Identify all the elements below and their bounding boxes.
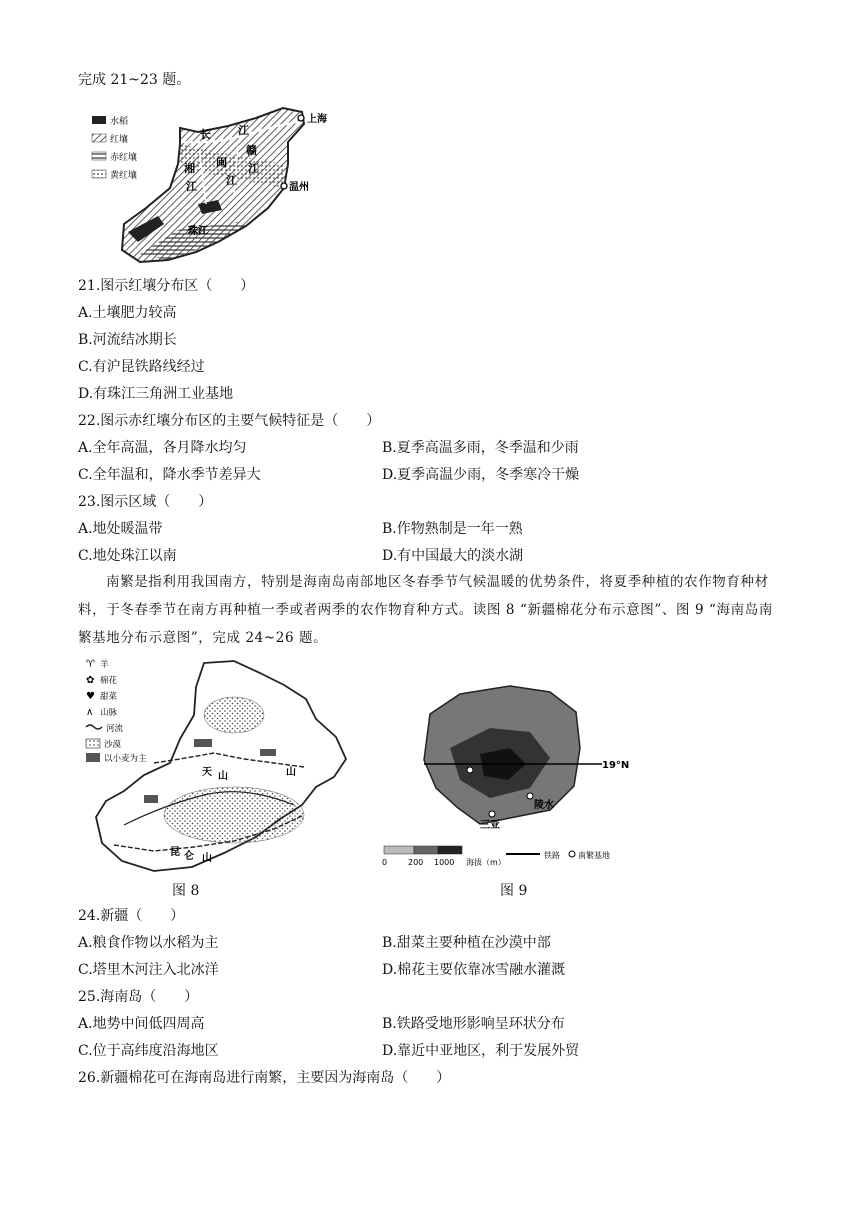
label-shanghai: 上海 [307,114,327,125]
q23-option-a[interactable]: A.地处暖温带 [78,521,163,537]
label-wenzhou: 温州 [289,182,309,193]
q24-option-b[interactable]: B.甜菜主要种植在沙漠中部 [382,935,551,951]
q24-option-d[interactable]: D.棉花主要依靠冰雪融水灌溉 [382,962,566,978]
soil-map [88,104,346,264]
q22-option-b[interactable]: B.夏季高温多雨，冬季温和少雨 [382,440,579,456]
legend-red-soil: 红壤 [110,135,129,145]
legend-mountain: 山脉 [100,708,118,718]
xinjiang-legend [86,659,147,764]
q21-option-c[interactable]: C.有沪昆铁路线经过 [78,359,205,375]
q25-option-a[interactable]: A.地势中间低四周高 [78,1016,205,1032]
label-kun: 昆 [170,847,180,858]
q25-option-c[interactable]: C.位于高纬度沿海地区 [78,1043,219,1059]
legend-rice: 水稻 [110,117,129,127]
svg-text:✿: ✿ [86,675,95,686]
q22-option-d[interactable]: D.夏季高温少雨，冬季寒冷干燥 [382,467,580,483]
label-shan-1: 山 [218,771,228,782]
q23-option-b[interactable]: B.作物熟制是一年一熟 [382,521,523,537]
q25-option-d[interactable]: D.靠近中亚地区，利于发展外贸 [382,1043,580,1059]
legend-yellow-red-soil: 黄红壤 [110,171,138,181]
legend-river: 河流 [106,724,124,734]
label-min: 闽 [216,156,227,169]
legend-cotton: 棉花 [100,676,118,686]
label-jiang-1: 江 [238,124,249,137]
q21-option-d[interactable]: D.有珠江三角洲工业基地 [78,386,234,402]
label-pearl-river: 珠江 [188,226,208,237]
q24-option-a[interactable]: A.粮食作物以水稻为主 [78,935,219,951]
q23-stem: 23.图示区域（ ） [78,494,213,510]
label-shan-3: 山 [202,853,212,864]
q22-stem: 22.图示赤红壤分布区的主要气候特征是（ ） [78,413,381,429]
label-jiang-2: 江 [248,162,259,175]
scale-0: 0 [382,858,388,867]
label-xiang: 湘 [184,162,195,175]
q25-stem: 25.海南岛（ ） [78,989,199,1005]
svg-text:♈: ♈ [86,659,95,670]
legend-desert: 沙漠 [104,740,122,750]
label-chang: 长 [200,128,211,141]
label-lingshui: 陵水 [534,800,554,811]
q21-option-a[interactable]: A.土壤肥力较高 [78,305,177,321]
legend-base: 南繁基地 [578,851,610,860]
legend-beet: 甜菜 [100,692,118,702]
scale-elev: 海拔（m） [466,858,506,867]
q21-stem: 21.图示红壤分布区（ ） [78,278,255,294]
scale-200: 200 [408,858,424,867]
legend-wheat: 以小麦为主 [104,754,147,764]
label-19n: 19°N [602,760,630,771]
figure9-caption: 图 9 [500,883,528,899]
legend-railway: 铁路 [544,851,560,860]
label-jiang-4: 江 [226,174,237,187]
q24-stem: 24.新疆（ ） [78,908,185,924]
q22-option-a[interactable]: A.全年高温，各月降水均匀 [78,440,247,456]
q21-option-b[interactable]: B.河流结冰期长 [78,332,177,348]
intro-text: 完成 21~23 题。 [78,72,191,88]
label-sanya: 三亚 [480,820,500,831]
label-gan: 赣 [246,144,257,157]
figure8-caption: 图 8 [172,883,200,899]
label-shan-2: 山 [286,767,296,778]
label-tian: 天 [202,767,212,778]
q22-option-c[interactable]: C.全年温和，降水季节差异大 [78,467,261,483]
passage-text: 南繁是指利用我国南方，特别是海南岛南部地区冬春季节气候温暖的优势条件，将夏季种植的农作物育种材料，于冬春季节在南方再种植一季或者两季的农作物育种方式。读图 8 “新疆棉花分布示意图”、图 9 “海南岛南繁基地分布示意图”，完成 24~26 题。 [78,574,773,646]
soil-map-legend [92,115,137,181]
q25-option-b[interactable]: B.铁路受地形影响呈环状分布 [382,1016,565,1032]
q23-option-c[interactable]: C.地处珠江以南 [78,548,177,564]
legend-lateritic-red-soil: 赤红壤 [110,153,138,163]
label-jiang-3: 江 [186,180,197,193]
legend-sheep: 羊 [100,660,109,670]
xinjiang-map [84,655,362,877]
hainan-map [380,668,642,868]
taklamakan-desert [164,787,304,843]
q26-stem: 26.新疆棉花可在海南岛进行南繁，主要因为海南岛（ ） [78,1070,451,1086]
svg-text:∧: ∧ [86,707,94,718]
label-lun: 仑 [184,851,194,862]
q23-option-d[interactable]: D.有中国最大的淡水湖 [382,548,524,564]
scale-1000: 1000 [434,858,455,867]
svg-text:♥: ♥ [86,691,95,702]
q24-option-c[interactable]: C.塔里木河注入北冰洋 [78,962,219,978]
